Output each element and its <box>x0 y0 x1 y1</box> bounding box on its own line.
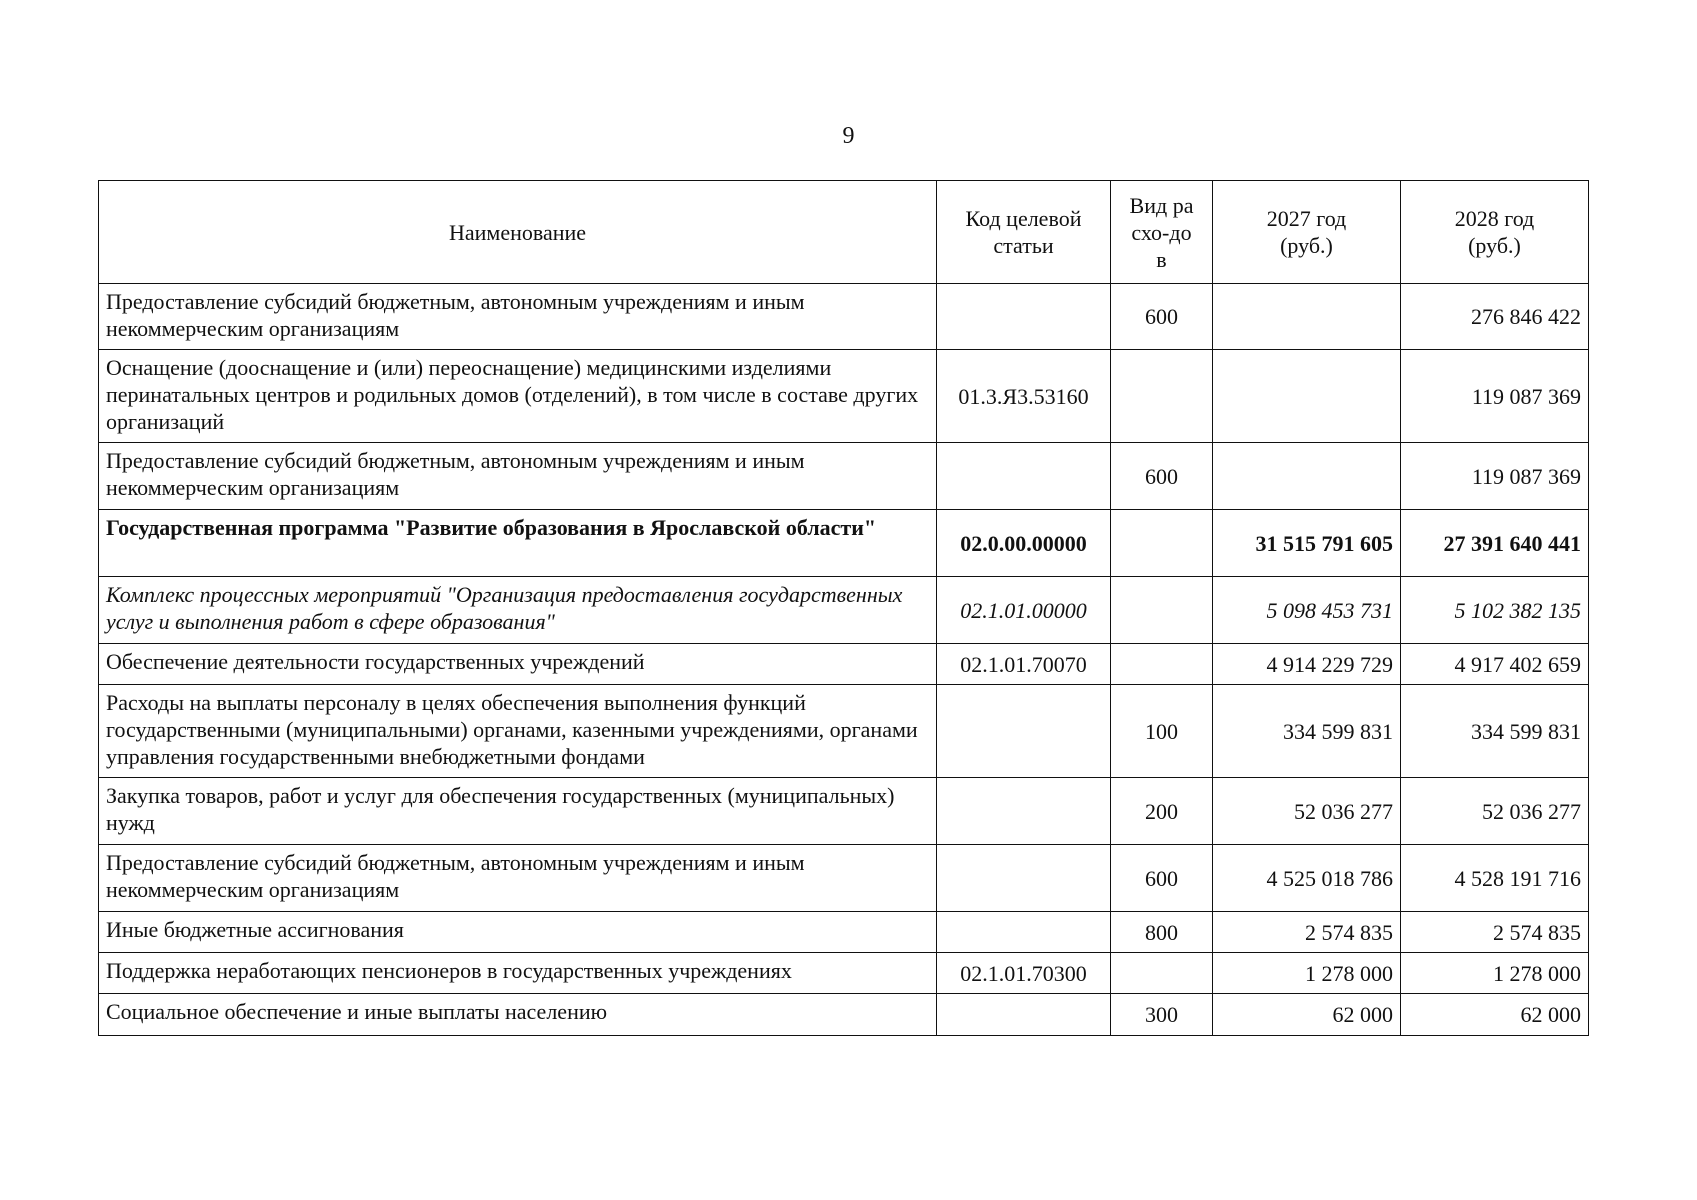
row-type-cell <box>1111 510 1213 577</box>
table-row <box>99 644 1589 685</box>
row-2027-cell: 31 515 791 605 <box>1213 510 1401 577</box>
table-row <box>99 577 1589 644</box>
row-code-cell <box>937 845 1111 912</box>
row-2028-cell: 5 102 382 135 <box>1401 577 1589 644</box>
row-code-cell: 01.3.Я3.53160 <box>937 350 1111 443</box>
row-2028-cell: 119 087 369 <box>1401 443 1589 510</box>
row-type-cell <box>1111 577 1213 644</box>
row-2027-cell: 62 000 <box>1213 994 1401 1036</box>
row-2027-cell: 4 525 018 786 <box>1213 845 1401 912</box>
row-2028-cell: 62 000 <box>1401 994 1589 1036</box>
row-name-cell: Комплекс процессных мероприятий "Организация предоставления государственных услуг и выполнения работ в сфере образования" <box>99 577 937 644</box>
row-name-cell: Предоставление субсидий бюджетным, автономным учреждениям и иным некоммерческим организациям <box>99 443 937 510</box>
row-2027-cell: 334 599 831 <box>1213 685 1401 778</box>
row-code-cell <box>937 284 1111 350</box>
header-year-2028 <box>1401 181 1589 284</box>
table-row <box>99 284 1589 350</box>
header-year-2027-label: 2027 год (руб.) <box>1266 206 1347 258</box>
row-2028-cell: 334 599 831 <box>1401 685 1589 778</box>
row-2028-cell: 1 278 000 <box>1401 953 1589 994</box>
row-type-cell: 800 <box>1111 912 1213 953</box>
row-code-cell: 02.1.01.00000 <box>937 577 1111 644</box>
row-2028-cell: 27 391 640 441 <box>1401 510 1589 577</box>
table-row <box>99 912 1589 953</box>
row-2028-cell: 4 528 191 716 <box>1401 845 1589 912</box>
table-row <box>99 994 1589 1036</box>
row-code-cell <box>937 443 1111 510</box>
table-row <box>99 953 1589 994</box>
page-number: 9 <box>842 123 855 149</box>
row-2028-cell: 2 574 835 <box>1401 912 1589 953</box>
row-name-cell: Закупка товаров, работ и услуг для обеспечения государственных (муниципальных) нужд <box>99 778 937 845</box>
row-name-cell: Оснащение (дооснащение и (или) переоснащение) медицинскими изделиями перинатальных центров и родильных домов (отделений), в том числе в составе других организаций <box>99 350 937 443</box>
row-2027-cell: 1 278 000 <box>1213 953 1401 994</box>
row-2027-cell <box>1213 350 1401 443</box>
table-body <box>99 284 1589 1036</box>
header-year-2027 <box>1213 181 1401 284</box>
table-row <box>99 845 1589 912</box>
table-row <box>99 685 1589 778</box>
row-code-cell: 02.1.01.70300 <box>937 953 1111 994</box>
row-code-cell: 02.1.01.70070 <box>937 644 1111 685</box>
row-type-cell: 600 <box>1111 443 1213 510</box>
row-name-cell: Поддержка неработающих пенсионеров в государственных учреждениях <box>99 953 937 994</box>
row-code-cell <box>937 685 1111 778</box>
row-name-cell: Социальное обеспечение и иные выплаты населению <box>99 994 937 1036</box>
row-2027-cell: 4 914 229 729 <box>1213 644 1401 685</box>
row-name-cell: Иные бюджетные ассигнования <box>99 912 937 953</box>
row-code-cell <box>937 994 1111 1036</box>
row-type-cell: 600 <box>1111 284 1213 350</box>
row-name-cell: Обеспечение деятельности государственных учреждений <box>99 644 937 685</box>
table-row <box>99 350 1589 443</box>
row-2027-cell <box>1213 284 1401 350</box>
table-header <box>99 181 1589 284</box>
header-row <box>99 181 1589 284</box>
row-type-cell <box>1111 644 1213 685</box>
table-row <box>99 510 1589 577</box>
row-name-cell: Государственная программа "Развитие образования в Ярославской области" <box>99 510 937 577</box>
row-2027-cell <box>1213 443 1401 510</box>
row-name-cell: Предоставление субсидий бюджетным, автономным учреждениям и иным некоммерческим организациям <box>99 284 937 350</box>
table-row <box>99 778 1589 845</box>
header-code: Код целевой статьи <box>937 181 1111 284</box>
row-name-cell: Расходы на выплаты персоналу в целях обеспечения выполнения функций государственными (муниципальными) органами, казенными учреждениями, органами управления государственными внебюджетными фондами <box>99 685 937 778</box>
row-type-cell <box>1111 350 1213 443</box>
row-2028-cell: 52 036 277 <box>1401 778 1589 845</box>
row-2028-cell: 276 846 422 <box>1401 284 1589 350</box>
header-name: Наименование <box>99 181 937 284</box>
row-type-cell <box>1111 953 1213 994</box>
header-year-2028-label: 2028 год (руб.) <box>1454 206 1535 258</box>
row-code-cell <box>937 912 1111 953</box>
header-type <box>1111 181 1213 284</box>
row-type-cell: 200 <box>1111 778 1213 845</box>
row-2028-cell: 4 917 402 659 <box>1401 644 1589 685</box>
row-2027-cell: 2 574 835 <box>1213 912 1401 953</box>
row-type-cell: 100 <box>1111 685 1213 778</box>
row-2028-cell: 119 087 369 <box>1401 350 1589 443</box>
budget-table <box>98 180 1589 1036</box>
row-code-cell: 02.0.00.00000 <box>937 510 1111 577</box>
row-type-cell: 600 <box>1111 845 1213 912</box>
row-type-cell: 300 <box>1111 994 1213 1036</box>
row-2027-cell: 52 036 277 <box>1213 778 1401 845</box>
table-row <box>99 443 1589 510</box>
row-name-cell: Предоставление субсидий бюджетным, автономным учреждениям и иным некоммерческим организациям <box>99 845 937 912</box>
header-type-label: Вид расхо-дов <box>1129 192 1194 272</box>
row-code-cell <box>937 778 1111 845</box>
row-2027-cell: 5 098 453 731 <box>1213 577 1401 644</box>
